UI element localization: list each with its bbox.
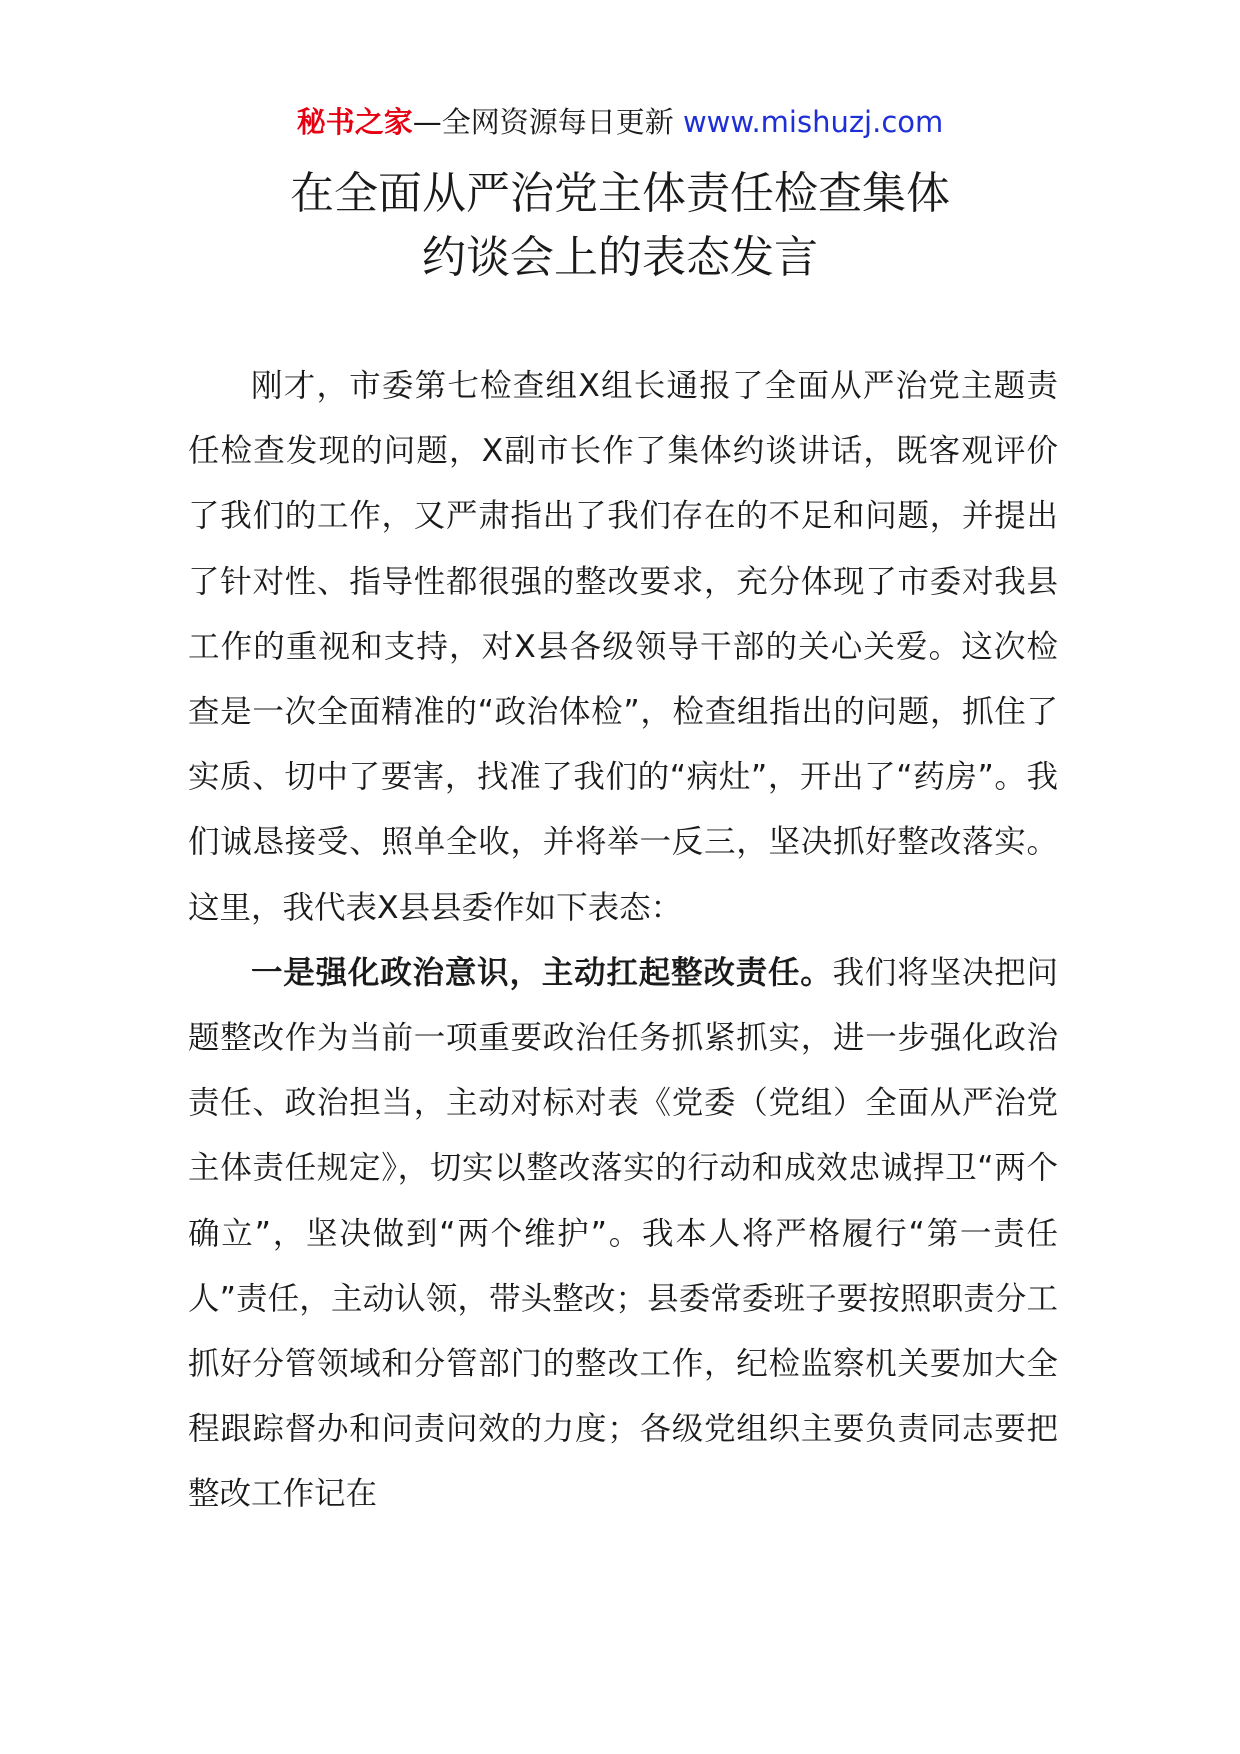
site-url[interactable]: www.mishuzj.com — [682, 105, 944, 139]
title-line-1: 在全面从严治党主体责任检查集体 — [290, 168, 950, 219]
document-title — [0, 162, 1240, 290]
document-body — [188, 354, 1058, 1528]
paragraph-2-text: 我们将坚决把问题整改作为当前一项重要政治任务抓紧抓实，进一步强化政治责任、政治担当，主动对标对表《党委（党组）全面从严治党主体责任规定》，切实以整改落实的行动和成效忠诚捍卫“两个确立”，坚决做到“两个维护”。我本人将严格履行“第一责任人”责任，主动认领，带头整改；县委常委班子要按照职责分工抓好分管领域和分管部门的整改工作，纪检监察机关要加大全程跟踪督办和问责问效的力度；各级党组织主要负责同志要把整改工作记在 — [188, 954, 1058, 1513]
paragraph-2 — [188, 941, 1058, 1528]
paragraph-2-lead: 一是强化政治意识，主动扛起整改责任。 — [251, 954, 833, 991]
paragraph-1: 刚才，市委第七检查组X组长通报了全面从严治党主题责任检查发现的问题，X副市长作了集体约谈讲话，既客观评价了我们的工作，又严肃指出了我们存在的不足和问题，并提出了针对性、指导性都很强的整改要求，充分体现了市委对我县工作的重视和支持，对X县各级领导干部的关心关爱。这次检查是一次全面精准的“政治体检”，检查组指出的问题，抓住了实质、切中了要害，找准了我们的“病灶”，开出了“药房”。我们诚恳接受、照单全收，并将举一反三，坚决抓好整改落实。这里，我代表X县县委作如下表态： — [188, 368, 1058, 926]
brand-name: 秘书之家 — [296, 105, 413, 139]
title-line-2: 约谈会上的表态发言 — [422, 232, 818, 283]
site-header — [0, 102, 1240, 142]
header-tagline: —全网资源每日更新 — [412, 105, 683, 139]
